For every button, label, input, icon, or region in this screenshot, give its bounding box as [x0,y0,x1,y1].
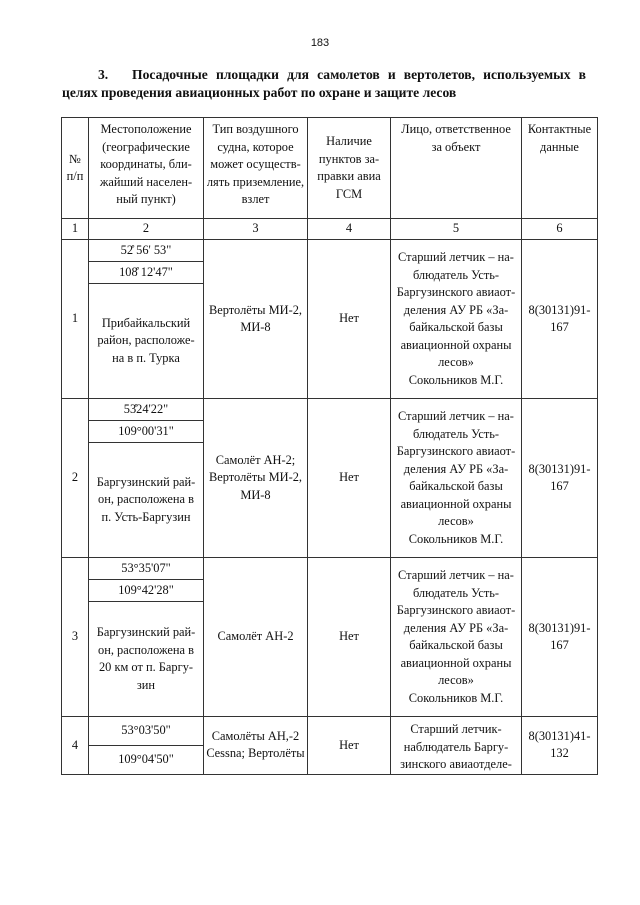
settlement-cell: Баргузинский рай- он, расположена в п. Усть-Баргузин [89,443,204,558]
aircraft-type-cell: Самолёт АН-2 [204,558,308,717]
contact-cell: 8(30131)91- 167 [522,399,598,558]
section-number: 3. [98,67,109,82]
row-number: 1 [62,240,89,399]
longitude-cell: 108̊ 12'47" [89,262,204,284]
table-row [62,558,598,580]
aircraft-type-cell: Самолёты АН,-2 Cessna; Вертолёты [204,717,308,775]
latitude-cell: 53̊24'22" [89,399,204,421]
section-title [62,66,586,102]
responsible-person-cell: Старший летчик- наблюдатель Баргу- зинского авиаотделе- [391,717,522,775]
header-contact: Контактные данные [522,118,598,219]
longitude-cell: 109°04'50" [89,745,204,774]
column-number: 3 [204,219,308,240]
longitude-cell: 109°00'31" [89,421,204,443]
column-number: 6 [522,219,598,240]
header-person: Лицо, ответственное за объект [391,118,522,219]
fuel-cell: Нет [308,558,391,717]
responsible-person-cell: Старший летчик – на- блюдатель Усть- Баргузинского авиаот- деления АУ РБ «За- байкальской базы авиационной охраны лесов» Сокольников М.Г. [391,240,522,399]
column-number-row [62,219,598,240]
contact-cell: 8(30131)91- 167 [522,558,598,717]
fuel-cell: Нет [308,399,391,558]
fuel-cell: Нет [308,240,391,399]
column-number: 1 [62,219,89,240]
column-number: 5 [391,219,522,240]
fuel-cell: Нет [308,717,391,775]
latitude-cell: 53°03'50" [89,717,204,746]
responsible-person-cell: Старший летчик – на- блюдатель Усть- Баргузинского авиаот- деления АУ РБ «За- байкальской базы авиационной охраны лесов» Сокольников М.Г. [391,399,522,558]
table-row [62,240,598,262]
section-title-text: Посадочные площадки для самолетов и вертолетов, используемых в целях проведения авиационных работ по охране и защите лесов [62,67,586,100]
landing-sites-table [61,117,598,775]
header-num: № п/п [62,118,89,219]
table-row [62,399,598,421]
latitude-cell: 53°35'07" [89,558,204,580]
header-row [62,118,598,219]
longitude-cell: 109°42'28" [89,580,204,602]
settlement-cell: Прибайкальский район, расположе- на в п. Турка [89,284,204,399]
responsible-person-cell: Старший летчик – на- блюдатель Усть- Баргузинского авиаот- деления АУ РБ «За- байкальской базы авиационной охраны лесов» Сокольников М.Г. [391,558,522,717]
row-number: 2 [62,399,89,558]
column-number: 2 [89,219,204,240]
settlement-cell: Баргузинский рай- он, расположена в 20 км от п. Баргу- зин [89,602,204,717]
header-location: Местоположение (географические координаты, бли- жайший населен- ный пункт) [89,118,204,219]
row-number: 4 [62,717,89,775]
aircraft-type-cell: Вертолёты МИ-2, МИ-8 [204,240,308,399]
row-number: 3 [62,558,89,717]
latitude-cell: 52̊ 56' 53" [89,240,204,262]
header-aircraft: Тип воздушного судна, которое может осуществ- лять приземление, взлет [204,118,308,219]
aircraft-type-cell: Самолёт АН-2; Вертолёты МИ-2, МИ-8 [204,399,308,558]
header-fuel: Наличие пунктов за- правки авиа ГСМ [308,118,391,219]
column-number: 4 [308,219,391,240]
page-number: 183 [310,37,330,49]
contact-cell: 8(30131)91- 167 [522,240,598,399]
table-row [62,717,598,746]
contact-cell: 8(30131)41- 132 [522,717,598,775]
